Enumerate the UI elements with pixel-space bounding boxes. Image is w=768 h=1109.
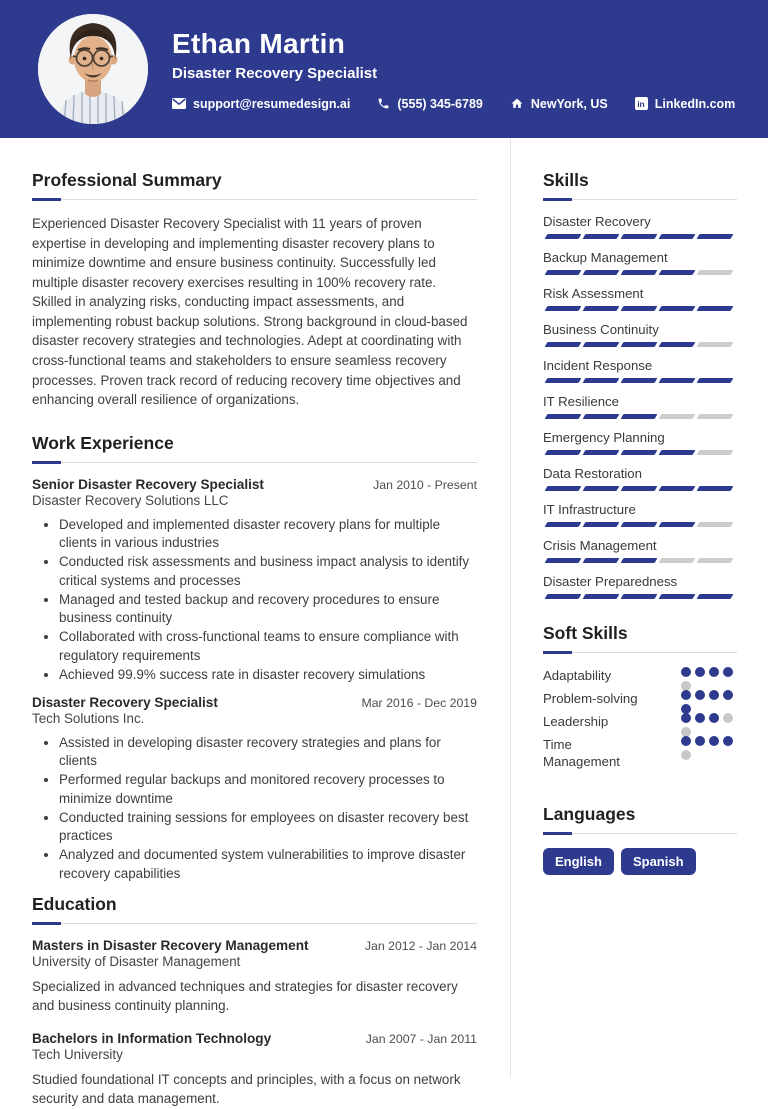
header-banner bbox=[0, 0, 768, 138]
soft-skill-label: Leadership bbox=[543, 714, 609, 729]
job-entry bbox=[32, 695, 477, 884]
skill-label: Emergency Planning bbox=[543, 430, 665, 445]
skill-bar-segment bbox=[583, 414, 620, 419]
rating-dot bbox=[723, 736, 733, 746]
skill-bar-segment bbox=[545, 306, 582, 311]
skill-bar-segment bbox=[659, 234, 696, 239]
skill-bar-segment bbox=[697, 522, 734, 527]
avatar bbox=[38, 14, 148, 124]
job-bullet: • Developed and implemented disaster recovery plans for multiple clients in various industries bbox=[59, 516, 477, 554]
soft-skill-label: Adaptability bbox=[543, 668, 612, 683]
summary-text: Experienced Disaster Recovery Specialist with 11 years of proven expertise in developing and implementing disaster recovery plans to minimize downtime and ensure business continuity. Successfully led multiple disaster recovery exercises resulting in 100% recovery rate. Skilled in analyzing risks, conducting impact assessments, and implementing robust backup solutions. Strong background in cloud-based disaster recovery strategies and technologies. Adept at coordinating with cross-functional teams and stakeholders to ensure seamless recovery processes. Proven track record of reducing recovery time objectives and enhancing overall resilience of organizations. bbox=[32, 216, 468, 408]
skill-bar-segment bbox=[697, 486, 734, 491]
rating-dot bbox=[695, 690, 705, 700]
soft-skill-row bbox=[543, 667, 737, 690]
soft-skill-row bbox=[543, 713, 737, 736]
skill-bar-segment bbox=[545, 378, 582, 383]
skill-bar-segment bbox=[659, 594, 696, 599]
skill-bar-segment bbox=[697, 306, 734, 311]
soft-skill-row bbox=[543, 690, 737, 713]
left-column bbox=[32, 170, 477, 1107]
education-entry bbox=[32, 938, 477, 1016]
rating-dot bbox=[681, 713, 691, 723]
skill-bar-segment bbox=[545, 594, 582, 599]
school-name: Tech University bbox=[32, 1046, 123, 1062]
skill-item bbox=[543, 394, 737, 419]
skill-bar-segment bbox=[621, 450, 658, 455]
soft-skill-row bbox=[543, 736, 737, 778]
skill-bar-segment bbox=[621, 414, 658, 419]
skill-bar bbox=[543, 522, 737, 527]
education-dates: Jan 2007 - Jan 2011 bbox=[365, 1031, 477, 1046]
skill-bar-segment bbox=[621, 234, 658, 239]
job-bullet: • Analyzed and documented system vulnerabilities to improve disaster recovery capabilities bbox=[59, 846, 477, 884]
job-bullet: • Achieved 99.9% success rate in disaster recovery simulations bbox=[59, 666, 477, 685]
skill-item bbox=[543, 250, 737, 275]
education-entry bbox=[32, 1031, 477, 1109]
skill-bar-segment bbox=[697, 378, 734, 383]
rating-dot bbox=[681, 736, 691, 746]
home-icon bbox=[510, 97, 524, 110]
rating-dot bbox=[709, 690, 719, 700]
soft-skills-section bbox=[543, 623, 737, 778]
rating-dot bbox=[723, 713, 733, 723]
soft-skill-dots bbox=[681, 667, 737, 691]
job-bullet: • Managed and tested backup and recovery procedures to ensure business continuity bbox=[59, 591, 477, 629]
languages-heading: Languages bbox=[543, 804, 636, 824]
education-header bbox=[32, 1031, 477, 1046]
job-bullet: • Conducted training sessions for employees on disaster recovery best practices bbox=[59, 809, 477, 847]
person-name: Ethan Martin bbox=[172, 27, 346, 59]
skill-bar-segment bbox=[583, 450, 620, 455]
skill-bar-segment bbox=[697, 234, 734, 239]
svg-text:in: in bbox=[636, 99, 645, 109]
contact-text-linkedin: LinkedIn.com bbox=[654, 96, 736, 111]
skill-bar-segment bbox=[583, 378, 620, 383]
job-bullet-list bbox=[32, 516, 477, 685]
skill-bar-segment bbox=[659, 558, 696, 563]
rating-dot bbox=[695, 667, 705, 677]
contact-text-location: NewYork, US bbox=[530, 96, 608, 111]
job-header bbox=[32, 695, 477, 710]
rating-dot bbox=[723, 667, 733, 677]
skill-bar-segment bbox=[545, 342, 582, 347]
skill-label: Crisis Management bbox=[543, 538, 657, 553]
contact-item-phone bbox=[377, 97, 482, 111]
skill-bar-segment bbox=[583, 486, 620, 491]
rating-dot bbox=[709, 736, 719, 746]
skill-bar bbox=[543, 594, 737, 599]
job-list bbox=[32, 477, 477, 884]
job-title: Senior Disaster Recovery Specialist bbox=[32, 476, 264, 492]
soft-skill-list bbox=[543, 667, 737, 778]
skill-bar-segment bbox=[583, 558, 620, 563]
skill-bar bbox=[543, 342, 737, 347]
skills-heading: Skills bbox=[543, 170, 589, 190]
job-title: Disaster Recovery Specialist bbox=[32, 694, 218, 710]
language-badge-list bbox=[543, 848, 737, 875]
skill-bar-segment bbox=[621, 306, 658, 311]
job-bullet-list bbox=[32, 734, 477, 884]
contact-row bbox=[172, 97, 735, 111]
skill-label: IT Infrastructure bbox=[543, 502, 636, 517]
soft-skill-label: Time Management bbox=[543, 737, 620, 770]
language-badge: Spanish bbox=[621, 848, 696, 875]
education-description: Studied foundational IT concepts and principles, with a focus on network security and data management. bbox=[32, 1071, 461, 1107]
skill-bar bbox=[543, 414, 737, 419]
skill-bar-segment bbox=[659, 306, 696, 311]
rating-dot bbox=[695, 736, 705, 746]
section-rule bbox=[543, 832, 737, 835]
rating-dot bbox=[681, 690, 691, 700]
skill-bar-segment bbox=[545, 486, 582, 491]
education-list bbox=[32, 938, 477, 1109]
skill-item bbox=[543, 430, 737, 455]
skill-bar-segment bbox=[697, 414, 734, 419]
summary-heading: Professional Summary bbox=[32, 170, 222, 190]
skill-bar-segment bbox=[545, 450, 582, 455]
job-bullet: • Collaborated with cross-functional teams to ensure compliance with regulatory requirements bbox=[59, 628, 477, 666]
skill-item bbox=[543, 574, 737, 599]
skill-item bbox=[543, 502, 737, 527]
job-company: Disaster Recovery Solutions LLC bbox=[32, 492, 229, 508]
skill-bar-segment bbox=[621, 342, 658, 347]
soft-skills-heading: Soft Skills bbox=[543, 623, 628, 643]
person-title: Disaster Recovery Specialist bbox=[172, 64, 378, 82]
skill-label: Business Continuity bbox=[543, 322, 659, 337]
skill-bar-segment bbox=[583, 522, 620, 527]
soft-skill-dots bbox=[681, 736, 737, 760]
skill-bar-segment bbox=[621, 558, 658, 563]
skill-bar-segment bbox=[659, 342, 696, 347]
section-rule bbox=[32, 461, 477, 464]
skill-item bbox=[543, 466, 737, 491]
soft-skill-dots bbox=[681, 713, 737, 737]
skill-bar bbox=[543, 234, 737, 239]
right-column bbox=[543, 170, 737, 1078]
skill-label: Backup Management bbox=[543, 250, 668, 265]
avatar-photo-illustration bbox=[38, 14, 148, 124]
skill-bar-segment bbox=[583, 234, 620, 239]
skill-bar-segment bbox=[583, 306, 620, 311]
contact-text-phone: (555) 345-6789 bbox=[397, 96, 483, 111]
skill-bar-segment bbox=[545, 270, 582, 275]
resume-body bbox=[0, 138, 768, 1107]
skill-bar-segment bbox=[583, 594, 620, 599]
skill-bar-segment bbox=[621, 594, 658, 599]
rating-dot bbox=[709, 667, 719, 677]
rating-dot bbox=[695, 713, 705, 723]
skill-bar bbox=[543, 306, 737, 311]
rating-dot bbox=[681, 667, 691, 677]
section-rule bbox=[543, 651, 737, 654]
skill-bar-segment bbox=[659, 522, 696, 527]
skill-bar-segment bbox=[545, 414, 582, 419]
skill-bar-segment bbox=[659, 414, 696, 419]
skill-bar-segment bbox=[697, 558, 734, 563]
job-header bbox=[32, 477, 477, 492]
job-dates: Jan 2010 - Present bbox=[373, 477, 477, 492]
skill-bar-segment bbox=[583, 342, 620, 347]
skill-bar-segment bbox=[545, 234, 582, 239]
section-rule bbox=[543, 198, 737, 201]
job-company: Tech Solutions Inc. bbox=[32, 710, 145, 726]
summary-section bbox=[32, 170, 477, 410]
education-header bbox=[32, 938, 477, 953]
skill-bar bbox=[543, 450, 737, 455]
skill-bar-segment bbox=[545, 558, 582, 563]
job-dates: Mar 2016 - Dec 2019 bbox=[361, 695, 477, 710]
skill-label: Disaster Recovery bbox=[543, 214, 651, 229]
education-heading: Education bbox=[32, 893, 117, 914]
skill-bar-segment bbox=[697, 594, 734, 599]
column-divider bbox=[510, 138, 511, 1078]
degree-title: Bachelors in Information Technology bbox=[32, 1030, 272, 1046]
section-rule bbox=[32, 922, 477, 925]
section-rule bbox=[32, 198, 477, 201]
skill-bar bbox=[543, 378, 737, 383]
skill-item bbox=[543, 214, 737, 239]
skill-label: Incident Response bbox=[543, 358, 653, 373]
degree-title: Masters in Disaster Recovery Management bbox=[32, 937, 309, 953]
contact-item-email[interactable] bbox=[172, 97, 350, 111]
phone-icon bbox=[377, 97, 390, 110]
rating-dot bbox=[681, 750, 691, 760]
skill-label: IT Resilience bbox=[543, 394, 619, 409]
email-icon bbox=[172, 98, 186, 109]
skill-bar-segment bbox=[621, 486, 658, 491]
skill-label: Risk Assessment bbox=[543, 286, 644, 301]
job-entry bbox=[32, 477, 477, 685]
skills-section bbox=[543, 170, 737, 599]
language-badge: English bbox=[543, 848, 614, 875]
contact-text-email: support@resumedesign.ai bbox=[193, 96, 351, 111]
skill-bar bbox=[543, 486, 737, 491]
skill-bar bbox=[543, 558, 737, 563]
languages-section bbox=[543, 804, 737, 875]
skill-bar-segment bbox=[659, 270, 696, 275]
education-section bbox=[32, 894, 477, 1109]
rating-dot bbox=[723, 690, 733, 700]
contact-item-linkedin[interactable] bbox=[635, 97, 736, 111]
skill-bar-segment bbox=[659, 378, 696, 383]
skill-label: Disaster Preparedness bbox=[543, 574, 678, 589]
contact-item-location bbox=[510, 97, 608, 111]
education-dates: Jan 2012 - Jan 2014 bbox=[364, 938, 477, 953]
job-bullet: • Assisted in developing disaster recovery strategies and plans for clients bbox=[59, 734, 477, 772]
experience-heading: Work Experience bbox=[32, 432, 174, 453]
skill-item bbox=[543, 538, 737, 563]
school-name: University of Disaster Management bbox=[32, 953, 241, 969]
education-description: Specialized in advanced techniques and strategies for disaster recovery and business continuity planning. bbox=[32, 978, 458, 1014]
skill-label: Data Restoration bbox=[543, 466, 642, 481]
skill-bar bbox=[543, 270, 737, 275]
skill-item bbox=[543, 286, 737, 311]
skill-bar-segment bbox=[659, 450, 696, 455]
skill-bar-segment bbox=[621, 270, 658, 275]
soft-skill-dots bbox=[681, 690, 737, 714]
job-bullet: • Conducted risk assessments and business impact analysis to identify critical systems and processes bbox=[59, 553, 477, 591]
skill-bar-segment bbox=[583, 270, 620, 275]
skill-item bbox=[543, 358, 737, 383]
skill-bar-segment bbox=[545, 522, 582, 527]
skill-bar-segment bbox=[621, 522, 658, 527]
skill-bar-segment bbox=[697, 450, 734, 455]
skill-item bbox=[543, 322, 737, 347]
skill-list bbox=[543, 214, 737, 599]
rating-dot bbox=[709, 713, 719, 723]
skill-bar-segment bbox=[697, 342, 734, 347]
job-bullet: • Performed regular backups and monitored recovery processes to minimize downtime bbox=[59, 771, 477, 809]
skill-bar-segment bbox=[621, 378, 658, 383]
skill-bar-segment bbox=[659, 486, 696, 491]
soft-skill-label: Problem-solving bbox=[543, 691, 638, 706]
skill-bar-segment bbox=[697, 270, 734, 275]
linkedin-icon bbox=[635, 97, 648, 110]
experience-section bbox=[32, 433, 477, 884]
